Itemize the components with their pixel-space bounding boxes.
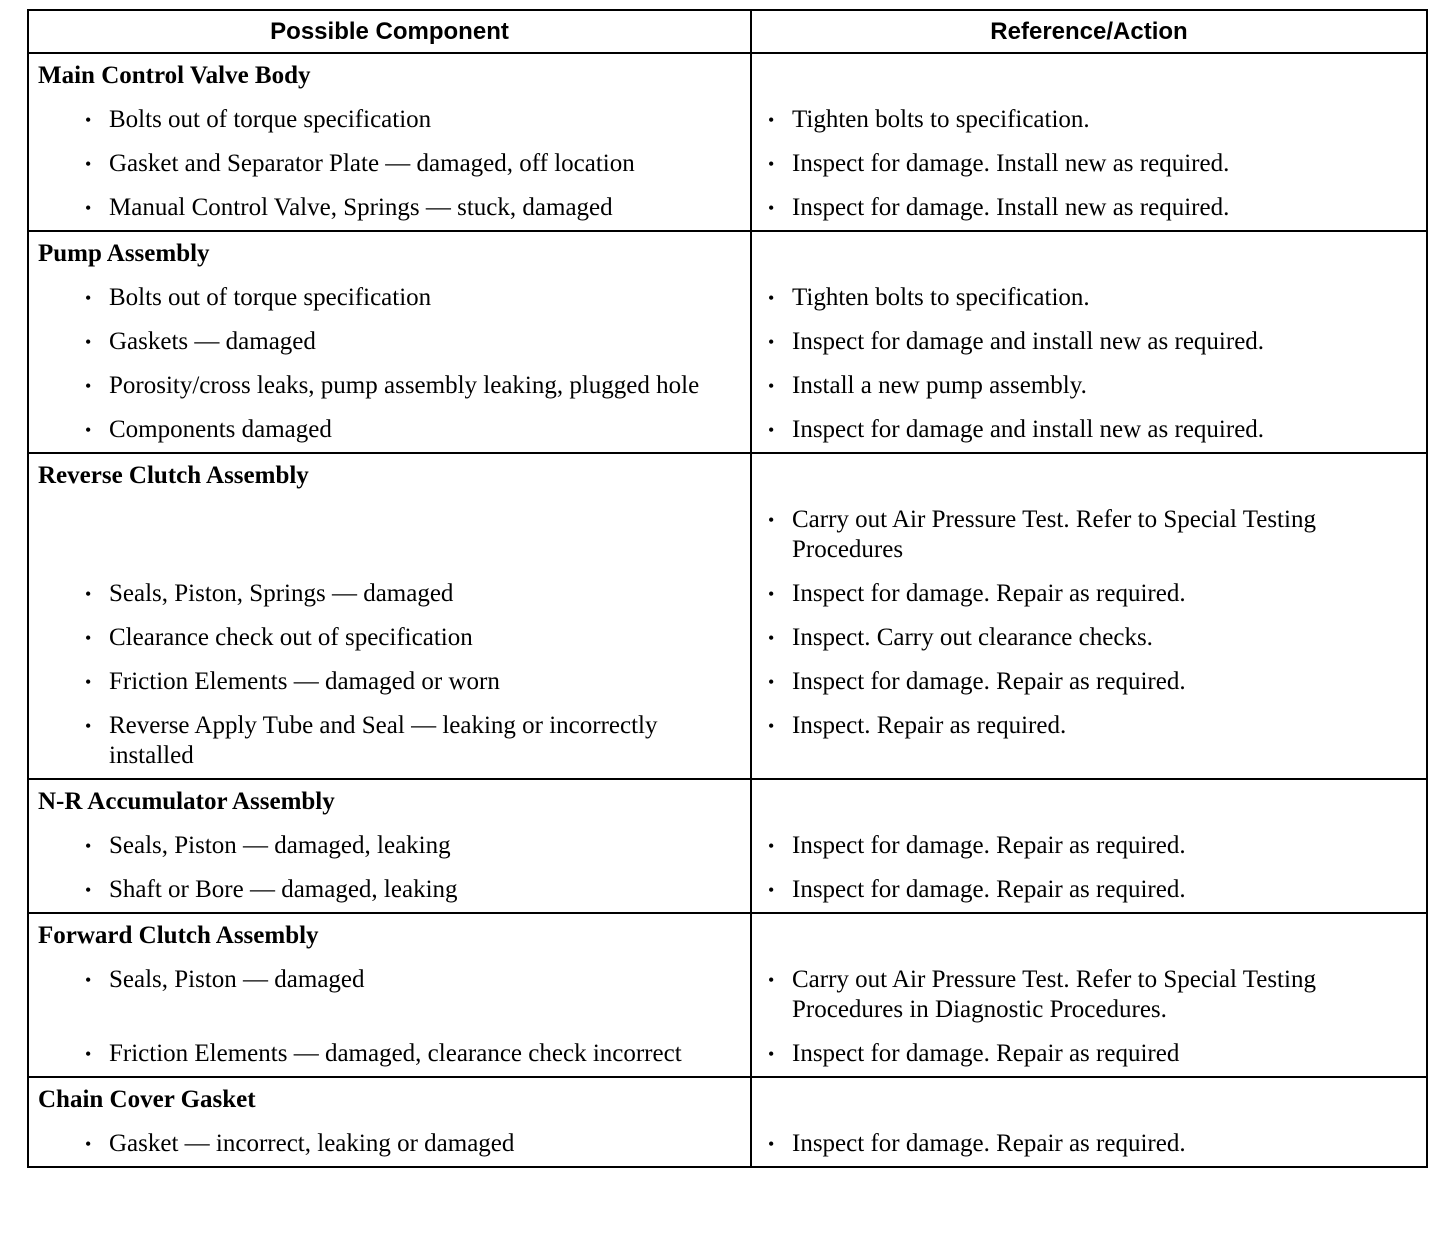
table-row (28, 98, 1427, 142)
section-title: Main Control Valve Body (38, 62, 311, 89)
table-row (28, 186, 1427, 231)
action-text: Carry out Air Pressure Test. Refer to Special Testing Procedures (792, 506, 1316, 563)
component-cell (28, 53, 751, 98)
bullet-icon: • (768, 510, 775, 530)
bullet-icon: • (768, 716, 775, 736)
component-cell (28, 1032, 751, 1077)
action-cell (751, 186, 1427, 231)
component-cell (28, 98, 751, 142)
component-text: Porosity/cross leaks, pump assembly leaking, plugged hole (109, 372, 700, 399)
section-row (28, 1077, 1427, 1122)
component-cell (28, 1122, 751, 1167)
action-cell (751, 779, 1427, 824)
action-text: Inspect for damage. Install new as required. (792, 194, 1230, 221)
section-title: Pump Assembly (38, 240, 210, 267)
component-text: Bolts out of torque specification (109, 106, 432, 133)
bullet-icon: • (85, 154, 92, 174)
table-row (28, 1122, 1427, 1167)
component-cell (28, 616, 751, 660)
component-text: Gasket — incorrect, leaking or damaged (109, 1130, 515, 1157)
action-text: Inspect for damage. Repair as required. (792, 668, 1186, 695)
action-cell (751, 142, 1427, 186)
action-cell (751, 498, 1427, 572)
component-cell (28, 364, 751, 408)
action-text: Tighten bolts to specification. (792, 284, 1090, 311)
action-cell (751, 660, 1427, 704)
action-text: Inspect for damage. Repair as required (792, 1040, 1180, 1067)
action-text: Inspect. Carry out clearance checks. (792, 624, 1153, 651)
bullet-icon: • (768, 288, 775, 308)
header-row (28, 10, 1427, 53)
bullet-icon: • (85, 376, 92, 396)
table-row (28, 660, 1427, 704)
bullet-icon: • (768, 154, 775, 174)
component-cell (28, 704, 751, 779)
section-row (28, 779, 1427, 824)
bullet-icon: • (768, 970, 775, 990)
action-cell (751, 276, 1427, 320)
section-title: Forward Clutch Assembly (38, 922, 319, 949)
component-text: Manual Control Valve, Springs — stuck, damaged (109, 194, 613, 221)
header-reference-action: Reference/Action (751, 10, 1427, 53)
bullet-icon: • (85, 420, 92, 440)
bullet-icon: • (768, 628, 775, 648)
bullet-icon: • (768, 110, 775, 130)
bullet-icon: • (85, 288, 92, 308)
bullet-icon: • (85, 198, 92, 218)
table-row (28, 364, 1427, 408)
bullet-icon: • (768, 1044, 775, 1064)
table-row (28, 868, 1427, 913)
component-cell (28, 408, 751, 453)
bullet-icon: • (85, 716, 92, 736)
component-cell (28, 276, 751, 320)
component-text: Friction Elements — damaged, clearance check incorrect (109, 1040, 682, 1067)
section-row (28, 53, 1427, 98)
bullet-icon: • (768, 672, 775, 692)
table-row (28, 958, 1427, 1032)
component-text: Clearance check out of specification (109, 624, 473, 651)
action-text: Inspect. Repair as required. (792, 712, 1067, 739)
bullet-icon: • (85, 332, 92, 352)
bullet-icon: • (85, 836, 92, 856)
action-cell (751, 320, 1427, 364)
action-cell (751, 958, 1427, 1032)
section-title: Chain Cover Gasket (38, 1086, 256, 1113)
section-row (28, 913, 1427, 958)
action-cell (751, 1032, 1427, 1077)
component-text: Gasket and Separator Plate — damaged, off location (109, 150, 635, 177)
component-text: Seals, Piston — damaged (109, 966, 365, 993)
component-cell (28, 958, 751, 1032)
section-row (28, 453, 1427, 498)
header-possible-component: Possible Component (28, 10, 751, 53)
bullet-icon: • (768, 836, 775, 856)
bullet-icon: • (85, 970, 92, 990)
table-row (28, 1032, 1427, 1077)
action-text: Tighten bolts to specification. (792, 106, 1090, 133)
component-text: Gaskets — damaged (109, 328, 316, 355)
action-cell (751, 913, 1427, 958)
component-cell (28, 660, 751, 704)
bullet-icon: • (768, 1134, 775, 1154)
action-text: Inspect for damage. Repair as required. (792, 876, 1186, 903)
bullet-icon: • (85, 110, 92, 130)
action-cell (751, 824, 1427, 868)
bullet-icon: • (768, 332, 775, 352)
section-title: N-R Accumulator Assembly (38, 788, 335, 815)
bullet-icon: • (768, 376, 775, 396)
action-cell (751, 704, 1427, 779)
table-row (28, 824, 1427, 868)
action-text: Carry out Air Pressure Test. Refer to Special Testing Procedures in Diagnostic Procedures. (792, 966, 1316, 1023)
bullet-icon: • (85, 628, 92, 648)
action-cell (751, 453, 1427, 498)
table-row (28, 498, 1427, 572)
action-cell (751, 1122, 1427, 1167)
table-row (28, 704, 1427, 779)
action-cell (751, 408, 1427, 453)
section-row (28, 231, 1427, 276)
table-row (28, 572, 1427, 616)
component-text: Seals, Piston, Springs — damaged (109, 580, 454, 607)
component-text: Seals, Piston — damaged, leaking (109, 832, 451, 859)
component-cell (28, 868, 751, 913)
component-cell (28, 572, 751, 616)
component-cell (28, 824, 751, 868)
action-text: Inspect for damage. Install new as required. (792, 150, 1230, 177)
component-text: Bolts out of torque specification (109, 284, 432, 311)
component-cell (28, 779, 751, 824)
component-cell (28, 498, 751, 572)
action-text: Install a new pump assembly. (792, 372, 1087, 399)
action-cell (751, 231, 1427, 276)
component-text: Reverse Apply Tube and Seal — leaking or incorrectly installed (109, 712, 658, 769)
table-row (28, 276, 1427, 320)
component-cell (28, 142, 751, 186)
bullet-icon: • (768, 198, 775, 218)
table-row (28, 142, 1427, 186)
action-cell (751, 98, 1427, 142)
component-cell (28, 231, 751, 276)
action-cell (751, 364, 1427, 408)
action-text: Inspect for damage. Repair as required. (792, 832, 1186, 859)
component-text: Shaft or Bore — damaged, leaking (109, 876, 458, 903)
action-text: Inspect for damage and install new as required. (792, 416, 1265, 443)
component-cell (28, 320, 751, 364)
bullet-icon: • (85, 1044, 92, 1064)
bullet-icon: • (85, 1134, 92, 1154)
component-cell (28, 186, 751, 231)
action-text: Inspect for damage. Repair as required. (792, 1130, 1186, 1157)
component-cell (28, 913, 751, 958)
section-title: Reverse Clutch Assembly (38, 462, 309, 489)
component-cell (28, 453, 751, 498)
action-cell (751, 1077, 1427, 1122)
table-row (28, 320, 1427, 364)
bullet-icon: • (768, 880, 775, 900)
bullet-icon: • (85, 584, 92, 604)
component-cell (28, 1077, 751, 1122)
diagnosis-table (27, 9, 1428, 1168)
bullet-icon: • (85, 672, 92, 692)
bullet-icon: • (85, 880, 92, 900)
table-row (28, 616, 1427, 660)
component-text: Friction Elements — damaged or worn (109, 668, 500, 695)
table-row (28, 408, 1427, 453)
action-cell (751, 53, 1427, 98)
action-cell (751, 616, 1427, 660)
action-cell (751, 572, 1427, 616)
action-text: Inspect for damage and install new as required. (792, 328, 1265, 355)
bullet-icon: • (768, 420, 775, 440)
action-text: Inspect for damage. Repair as required. (792, 580, 1186, 607)
action-cell (751, 868, 1427, 913)
bullet-icon: • (768, 584, 775, 604)
component-text: Components damaged (109, 416, 332, 443)
